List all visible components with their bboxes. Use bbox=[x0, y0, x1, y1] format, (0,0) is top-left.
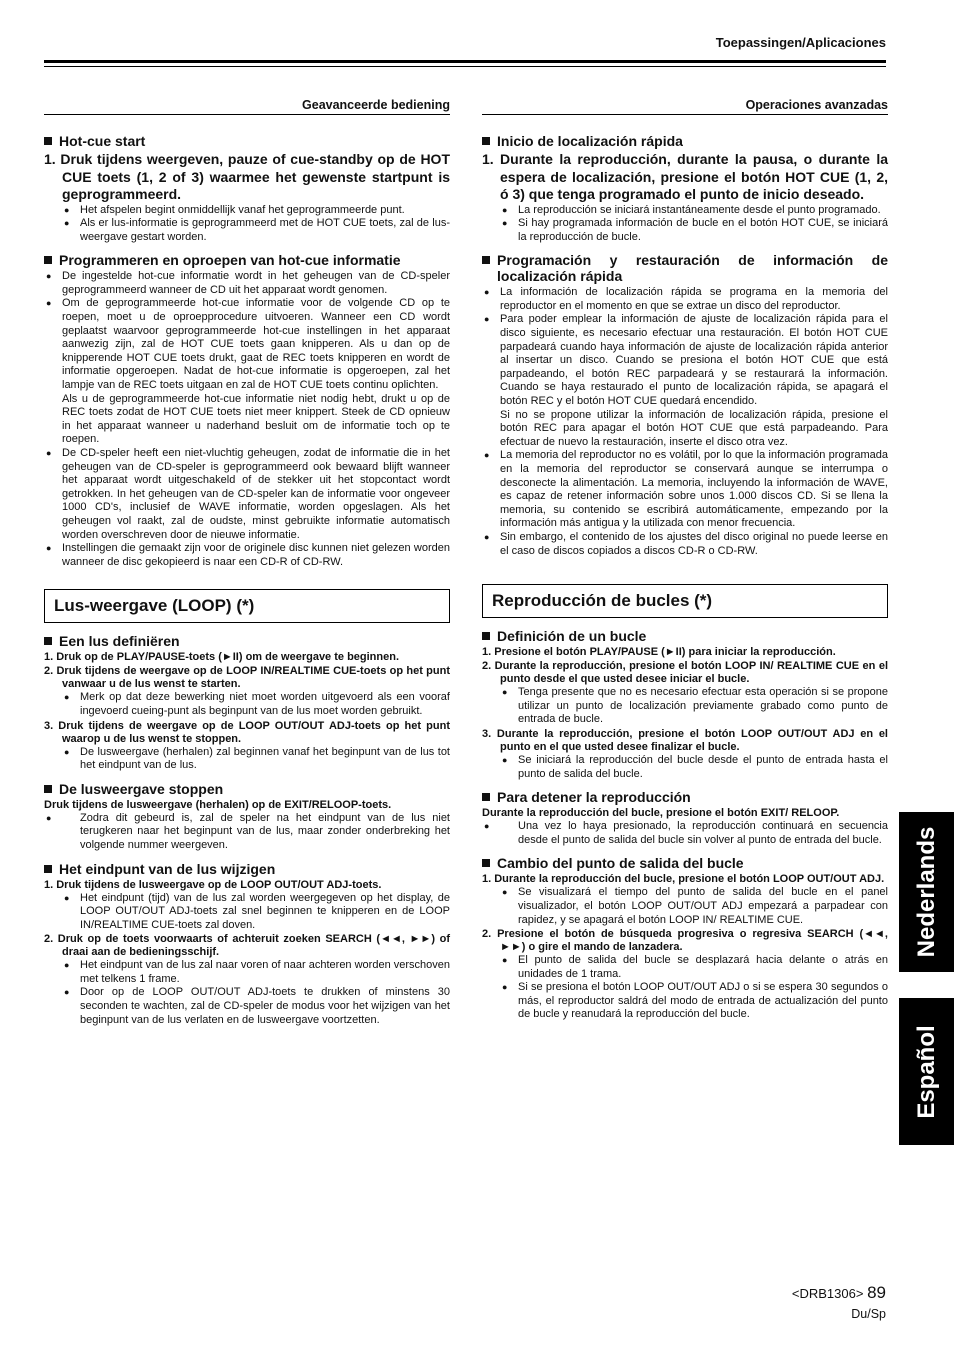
bullet-list bbox=[482, 286, 888, 558]
bullet-list bbox=[482, 686, 888, 727]
section-heading: Programmeren en oproepen van hot-cue informatie bbox=[44, 252, 450, 268]
bullet-list bbox=[44, 892, 450, 933]
list-item: ● Het eindpunt van de lus zal naar voren of naar achteren worden verschoven met telkens 1 frame. bbox=[44, 959, 450, 986]
square-bullet-icon bbox=[44, 865, 52, 873]
list-item: ● La información de localización rápida se programa en la memoria del reproductor en el momento en que se extrae un disco del reproductor. bbox=[482, 286, 888, 313]
bullet-list bbox=[482, 886, 888, 927]
list-item: ● Sin embargo, el contenido de los ajustes del disco original no puede leerse en el caso de discos copiados a discos CD-R o CD-RW. bbox=[482, 531, 888, 558]
bullet-list bbox=[44, 270, 450, 569]
section-heading: De lusweergave stoppen bbox=[44, 781, 450, 797]
step: 3. Druk tijdens de weergave op de LOOP OUT/OUT ADJ-toets op het punt waarop u de lus wenst te stoppen. bbox=[44, 719, 450, 745]
bullet-list bbox=[482, 754, 888, 781]
list-item: ● Si se presiona el botón LOOP OUT/OUT ADJ o si se espera 30 segundos o más, el reproductor saldrá del modo de entrada de actualización del punto de bucle y reanudará la reproducción del bucle. bbox=[482, 981, 888, 1022]
list-item: ● La reproducción se iniciará instantáneamente desde el punto programado. bbox=[482, 204, 888, 218]
column-title: Operaciones avanzadas bbox=[482, 98, 888, 115]
list-item: ● Het afspelen begint onmiddellijk vanaf het geprogrammeerde punt. bbox=[44, 204, 450, 218]
instruction: Durante la reproducción del bucle, presione el botón EXIT/ RELOOP. bbox=[482, 807, 840, 820]
square-bullet-icon bbox=[44, 785, 52, 793]
list-item: ● Tenga presente que no es necesario efectuar esta operación si se propone utilizar un punto de localización previamente grabado como punto de entrada de bucle. bbox=[482, 686, 888, 727]
footer-language-code: Du/Sp bbox=[851, 1307, 886, 1321]
step: 1. Durante la reproducción del bucle, presione el botón LOOP OUT/OUT ADJ. bbox=[482, 873, 885, 886]
step: 2. Durante la reproducción, presione el botón LOOP IN/ REALTIME CUE en el punto desde el que usted desee iniciar el bucle. bbox=[482, 660, 888, 686]
step: 1. Durante la reproducción, durante la pausa, o durante la espera de localización, presione el botón HOT CUE (1, 2, ó 3) que tenga programado el punto de inicio deseado. bbox=[482, 151, 888, 202]
bullet-list bbox=[482, 954, 888, 1022]
loop-section-title: Reproducción de bucles (*) bbox=[482, 584, 888, 618]
column-title: Geavanceerde bediening bbox=[44, 98, 450, 115]
page-number: 89 bbox=[867, 1283, 886, 1302]
list-item: ● Als er lus-informatie is geprogrammeerd met de HOT CUE toets, zal de lus-weergave gestart worden. bbox=[44, 217, 450, 244]
square-bullet-icon bbox=[482, 793, 490, 801]
list-item: ● La memoria del reproductor no es volátil, por lo que la información programada en la memoria del reproductor se conservará aunque se interrumpa o desconecte la alimentación. La memoria, incluyendo la información de WAVE, es capaz de retener información sobre unos 1.000 discos CD. Si se llena la memoria, su contenido se escribirá automáticamente, empezando por la información más antigua y la utilizada con menor frecuencia. bbox=[482, 449, 888, 531]
column-spanish bbox=[482, 98, 888, 1022]
square-bullet-icon bbox=[482, 632, 490, 640]
header-rule-thick bbox=[44, 60, 886, 63]
bullet-list bbox=[44, 746, 450, 773]
bullet-list bbox=[44, 959, 450, 1027]
step: 3. Durante la reproducción, presione el botón LOOP OUT/OUT ADJ en el punto en el que usted desee finalizar el bucle. bbox=[482, 727, 888, 753]
instruction: Druk tijdens de lusweergave (herhalen) op de EXIT/RELOOP-toets. bbox=[44, 798, 392, 811]
footer-page-code: <DRB1306> 89 bbox=[791, 1283, 886, 1302]
list-item: ● Instellingen die gemaakt zijn voor de originele disc kunnen niet gelezen worden wanneer de disc gekopieerd is naar een CD-R of CD-RW. bbox=[44, 542, 450, 569]
section-heading: Definición de un bucle bbox=[482, 628, 888, 644]
step: 1. Druk tijdens de lusweergave op de LOOP OUT/OUT ADJ-toets. bbox=[44, 878, 382, 891]
bullet-list bbox=[482, 204, 888, 245]
section-heading: Een lus definiëren bbox=[44, 633, 450, 649]
step: 2. Druk tijdens de weergave op de LOOP IN/REALTIME CUE-toets op het punt vanwaar u de lus wenst te starten. bbox=[44, 665, 450, 691]
list-item: ● De lusweergave (herhalen) zal beginnen vanaf het beginpunt van de lus tot het eindpunt van de lus. bbox=[44, 746, 450, 773]
list-item: ● Se visualizará el tiempo del punto de salida del bucle en el panel visualizador, el botón LOOP OUT/OUT ADJ empezará a parpadear con rapidez, y se apagará el botón LOOP IN/ REALTIME CUE. bbox=[482, 886, 888, 927]
step: 1. Druk tijdens weergeven, pauze of cue-standby op de HOT CUE toets (1, 2 of 3) waarmee het gewenste startpunt is geprogrammeerd. bbox=[44, 151, 450, 202]
section-heading: Programación y restauración de información de localización rápida bbox=[482, 252, 888, 284]
section-heading: Cambio del punto de salida del bucle bbox=[482, 855, 888, 871]
square-bullet-icon bbox=[44, 637, 52, 645]
step: 1. Presione el botón PLAY/PAUSE (►II) para iniciar la reproducción. bbox=[482, 646, 836, 659]
square-bullet-icon bbox=[44, 256, 52, 264]
section-heading: Para detener la reproducción bbox=[482, 789, 888, 805]
section-heading: Hot-cue start bbox=[44, 133, 450, 149]
section-heading: Inicio de localización rápida bbox=[482, 133, 888, 149]
list-item: ● Merk op dat deze bewerking niet moet worden uitgevoerd als een vooraf ingevoerd cueing-punt als beginpunt van de lus moet worden gebruikt. bbox=[44, 691, 450, 718]
list-item: ● Door op de LOOP OUT/OUT ADJ-toets te drukken of minstens 30 seconden te wachten, zal de CD-speler de modus voor het wijzigen van het beginpunt van de lus verlaten en de lusweergave voortzetten. bbox=[44, 986, 450, 1027]
column-dutch bbox=[44, 98, 450, 1027]
bullet-list bbox=[44, 204, 450, 245]
list-item: ● Si hay programada información de bucle en el botón HOT CUE, se iniciará la reproducción de bucle. bbox=[482, 217, 888, 244]
running-header: Toepassingen/Aplicaciones bbox=[715, 35, 886, 50]
list-item: ● Una vez lo haya presionado, la reproducción continuará en secuencia desde el punto de salida del bucle sin volver al punto de entrada del bucle. bbox=[482, 820, 888, 847]
list-item: ● Zodra dit gebeurd is, zal de speler na het eindpunt van de lus niet terugkeren naar het beginpunt van de lus, maar zonder onderbreking het volgende nummer weergeven. bbox=[44, 812, 450, 853]
square-bullet-icon bbox=[482, 137, 490, 145]
list-item: ● Se iniciará la reproducción del bucle desde el punto de entrada hasta el punto de salida del bucle. bbox=[482, 754, 888, 781]
list-item: ● De ingestelde hot-cue informatie wordt in het geheugen van de CD-speler geprogrammeerd wanneer de CD uit het apparaat wordt genomen. bbox=[44, 270, 450, 297]
section-heading: Het eindpunt van de lus wijzigen bbox=[44, 861, 450, 877]
bullet-list bbox=[44, 691, 450, 718]
language-tab-espanol: Español bbox=[899, 998, 954, 1145]
header-rule-thin bbox=[44, 66, 886, 67]
square-bullet-icon bbox=[44, 137, 52, 145]
list-item: ● De CD-speler heeft een niet-vluchtig geheugen, zodat de informatie die in het geheugen van de CD-speler is geprogrammeerd ook bewaard blijft wanneer het apparaat wordt uitgeschakeld of de stekker uit het stopcontact wordt getrokken. In het geheugen van de CD-speler kan de informatie voor ongeveer 1000 CD's, inclusief de WAVE informatie, worden opgeslagen. Als het geheugen vol raakt, zal de oudste, minst gebruikte informatie automatisch worden overschreven door de nieuwe informatie. bbox=[44, 447, 450, 542]
bullet-list bbox=[44, 812, 450, 853]
list-item: ● Para poder emplear la información de ajuste de localización rápida para el disco siguiente, es necesario efectuar una restauración. El botón HOT CUE parpadeará cuando haya información de ajuste de localización rápida anterior al insertar un disco. Cuando se presiona el botón HOT CUE que está parpadeando, el botón REC parpadeará y se restaurará la información. Cuando se haya restaurado el punto de localización rápida, se apagará el botón REC y el botón HOT CUE quedará encendido. Si no se propone utilizar la información de localización rápida, presione el botón REC para apagar el botón HOT CUE que está parpadeando. Para efectuar de nuevo la restauración, inserte el disco otra vez. bbox=[482, 313, 888, 449]
square-bullet-icon bbox=[482, 256, 490, 264]
list-item: ● Het eindpunt (tijd) van de lus zal worden weergegeven op het display, de LOOP OUT/OUT ADJ-toets zal snel beginnen te knipperen en de LOOP IN/REALTIME CUE-toets zal doven. bbox=[44, 892, 450, 933]
bullet-list bbox=[482, 820, 888, 847]
step: 2. Druk op de toets voorwaarts of achteruit zoeken SEARCH (◄◄, ►►) of draai aan de bedieningsschijf. bbox=[44, 933, 450, 959]
step: 1. Druk op de PLAY/PAUSE-toets (►II) om de weergave te beginnen. bbox=[44, 651, 400, 664]
square-bullet-icon bbox=[482, 859, 490, 867]
list-item: ● Om de geprogrammeerde hot-cue informatie voor de volgende CD op te roepen, moet u de oproepprocedure uitvoeren. Wanneer een CD wordt geplaatst waarvoor geprogrammeerde hot-cue instellingen in het apparaat aanwezig zijn, zal de HOT CUE toets gaan knipperen. Als u dan op de knipperende HOT CUE toets drukt, gaat de REC toets knipperen en wordt de informatie opgeroepen. Nadat de hot-cue informatie is opgeroepen, zal het lampje van de REC toets uitgaan en zal de HOT CUE toets continu oplichten. Als u de geprogrammeerde hot-cue informatie niet nodig hebt, drukt u op de REC toets zodat de HOT CUE toets niet meer knippert. Steek de CD opnieuw in het apparaat wanneer u naderhand besluit om de informatie toch op te roepen. bbox=[44, 297, 450, 447]
list-item: ● El punto de salida del bucle se desplazará hacia delante o atrás en unidades de 1 trama. bbox=[482, 954, 888, 981]
language-tab-nederlands: Nederlands bbox=[899, 812, 954, 972]
step: 2. Presione el botón de búsqueda progresiva o regresiva SEARCH (◄◄, ►►) o gire el mando de lanzadera. bbox=[482, 928, 888, 954]
loop-section-title: Lus-weergave (LOOP) (*) bbox=[44, 589, 450, 623]
